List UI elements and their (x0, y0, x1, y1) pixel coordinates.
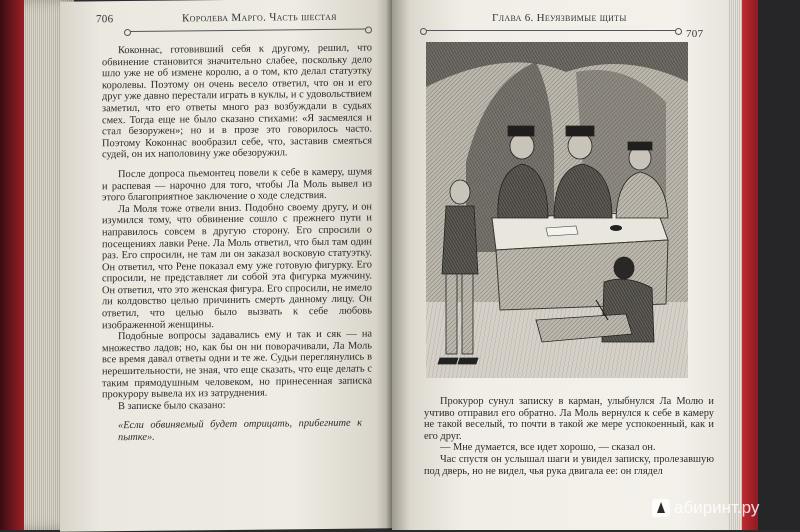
left-running-head: Королева Марго. Часть шестая (182, 10, 337, 25)
paragraph: Прокурор сунул записку в карман, улыбнулся Ла Молю и учтиво отправил его обратно. Ла Моль вернулся к себе в камеру не такой веселый, то почти в такой же мере успокоенный, как и его друг. (424, 396, 714, 442)
paragraph: — Мне думается, все идет хорошо, — сказал он. (440, 442, 656, 454)
left-header-rule (130, 29, 366, 32)
paragraph: Час спустя он услышал шаги и увидел записку, пролезавшую под дверь, но не видел, чья рука двигала ее: он глядел (424, 453, 714, 477)
engraving-illustration (426, 42, 688, 378)
paragraph: Коконнас, готовивший себя к другому, решил, что обвинение становится значительно слабее, поскольку дело шло уже не об измене королю, а о том, кто делал статуэтку королевы. Поэтому он очень весело ответил, что он и его друг уже давно перестали играть в куклы, и с удовольствием заметил, что его ответы много раз возбуждали в судьях смех. Тогда еще не было сказано стихами: «Я засмеялся и стал безоружен»; но и в прозе это говорилось часто. Поэтому Коконнас вообразил себе, что, заставив смеяться судей, он их наполовину уже обезоружил. (102, 42, 372, 161)
background (758, 0, 800, 530)
right-page-text (424, 396, 714, 477)
quote: «Если обвиняемый будет отрицать, прибегните к пытке». (118, 417, 362, 444)
watermark (652, 498, 759, 518)
right-page-number: 707 (686, 28, 704, 40)
right-header-rule (426, 30, 676, 31)
book-cover-right (742, 0, 758, 530)
left-page (60, 0, 392, 532)
paragraph: Подобные вопросы задавались ему и так и сяк — на множество ладов; но, как бы он ни поворачивали, Ла Моль все время давал ответы одни и те же. Судьи переглянулись в нерешительности, не зная, что еще сказать, что еще делать с таким прямодушным человеком, но принесенная записка прокурору вывела их из затруднения. (102, 328, 372, 401)
left-page-text (102, 42, 372, 443)
labirint-logo-icon (652, 499, 670, 517)
left-page-number: 706 (96, 13, 114, 26)
paragraph: В записке было сказано: (118, 399, 226, 412)
engraving-scene (426, 42, 688, 378)
paragraph: После допроса пьемонтец повели к себе в камеру, шумя и распевая — нарочно для того, чтобы Ла Моль вывел из этого благоприятное заключение о ходе следствия. (102, 166, 372, 204)
paragraph: Ла Моля тоже отвели вниз. Подобно своему другу, и он изумился тому, что обвинение сошло с прежнего пути и направилось совсем в другую сторону. Его спросили о посещениях лавки Рене. Ла Моль ответил, что был там один раз. Его спросили, не там ли он заказал восковую статуэтку. Он ответил, что Рене показал ему уже готовую фигурку. Его спросили, не представляет ли собой эта фигурка мужчину. Он ответил, что это женская фигура. Его спросили, не имело ли колдовство целью причинить смерть данному лицу. Он ответил, что целью было вызвать к себе любовь изображенной женщины. (102, 201, 372, 331)
watermark-text: абиринт.ру (674, 498, 760, 517)
right-running-head: Глава 6. Неуязвимые щиты (492, 12, 627, 24)
